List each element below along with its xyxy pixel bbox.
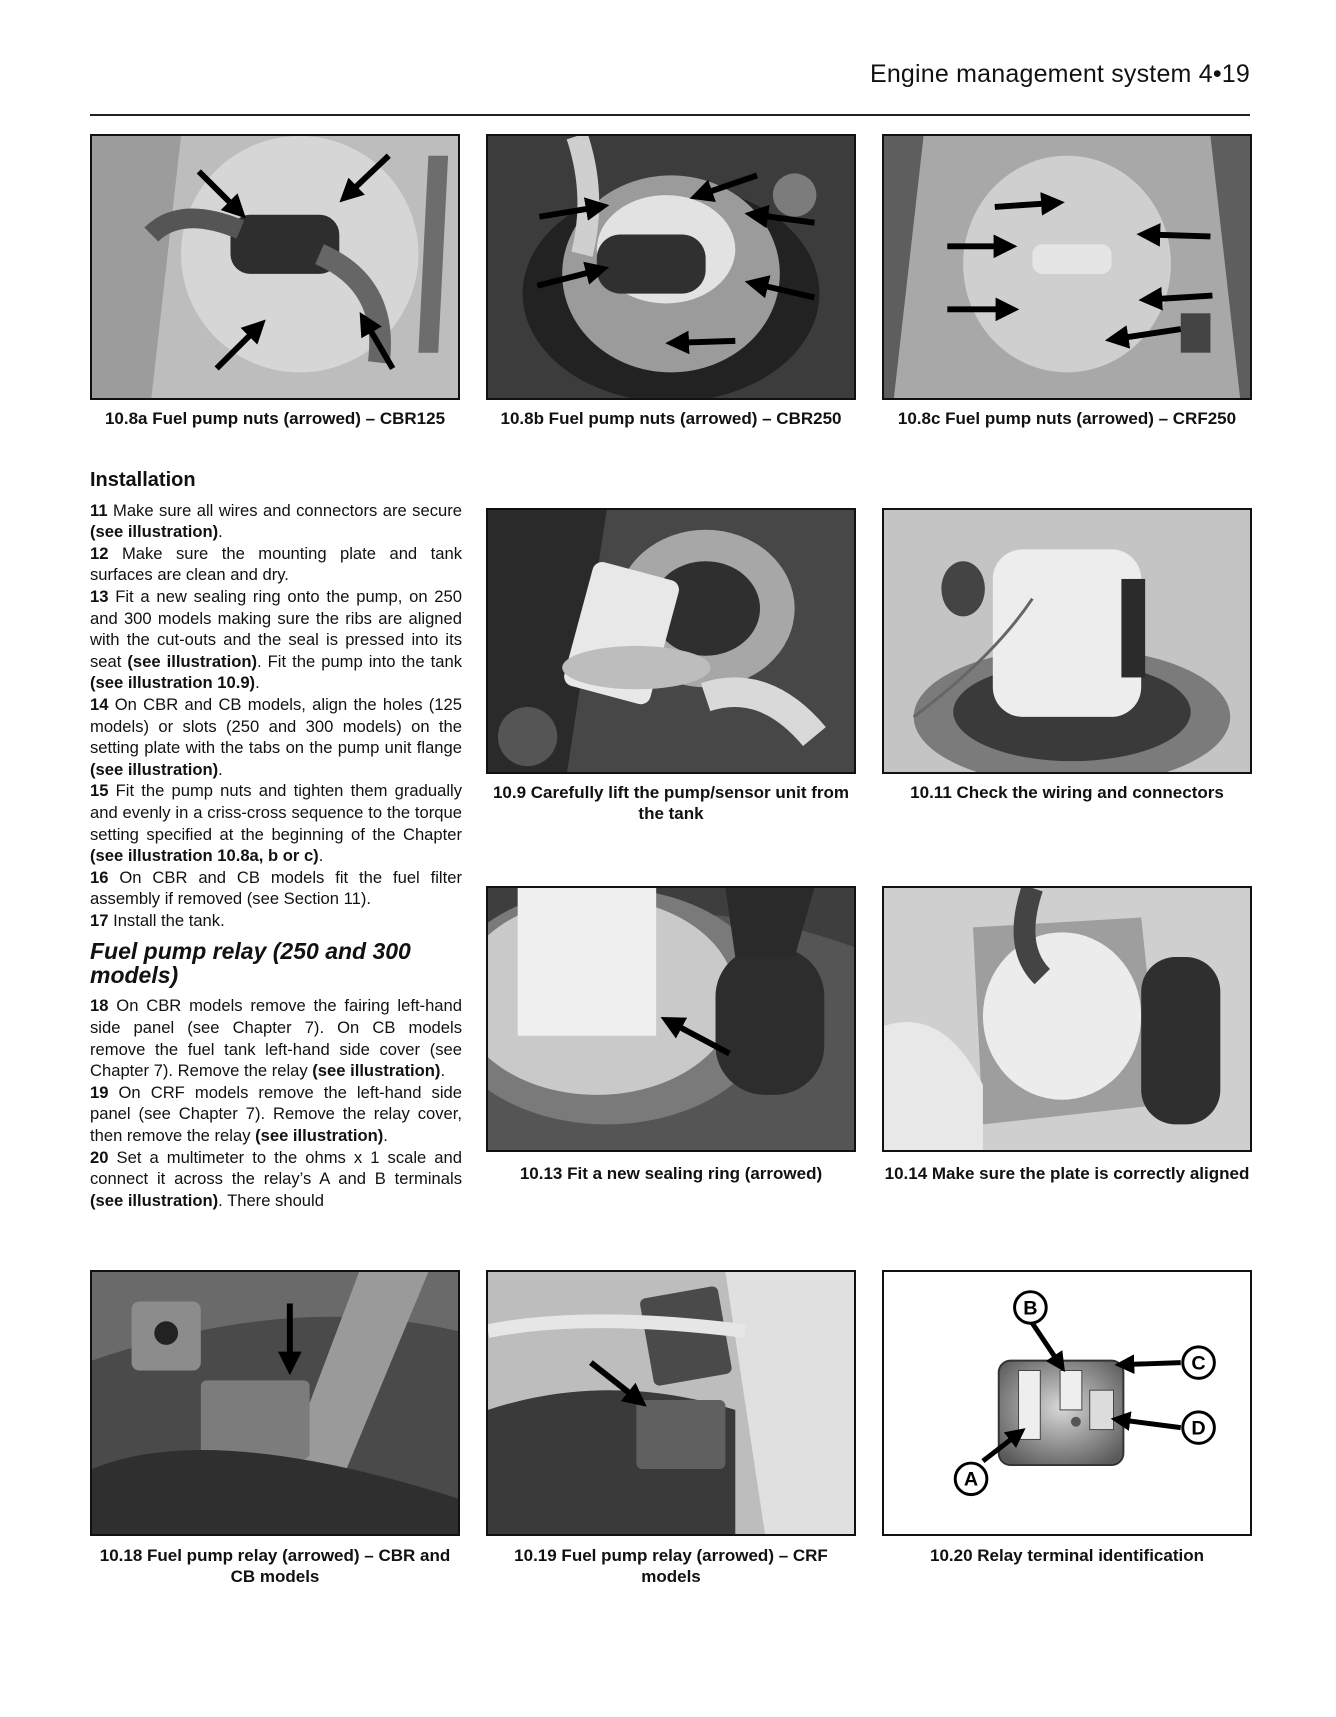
- label-d: D: [1191, 1417, 1206, 1440]
- caption-10-11: 10.11 Check the wiring and connectors: [910, 783, 1224, 802]
- caption-10-13: 10.13 Fit a new sealing ring (arrowed): [519, 1164, 823, 1183]
- step-20: 20 Set a multimeter to the ohms x 1 scale and connect it across the relay’s A and B terminals (see illustration). There should: [90, 1147, 462, 1210]
- running-header: [90, 58, 1250, 116]
- caption-10-18: 10.18 Fuel pump relay (arrowed) – CBR and CB models: [99, 1546, 451, 1586]
- caption-10-9: 10.9 Carefully lift the pump/sensor unit from the tank: [492, 783, 850, 823]
- label-a: A: [963, 1468, 979, 1491]
- photo-10-8c: [882, 134, 1252, 400]
- photo-10-14: [882, 886, 1252, 1152]
- caption-10-8b: 10.8b Fuel pump nuts (arrowed) – CBR250: [500, 409, 842, 428]
- caption-10-8c: 10.8c Fuel pump nuts (arrowed) – CRF250: [897, 409, 1237, 428]
- page-title: Engine management system 4•19: [869, 60, 1250, 88]
- step-19: 19 On CRF models remove the left-hand side panel (see Chapter 7). Remove the relay cover, then remove the relay (see illustration).: [90, 1082, 462, 1146]
- photo-10-18: [90, 1270, 460, 1536]
- installation-heading: Installation: [90, 469, 196, 491]
- caption-10-8a: 10.8a Fuel pump nuts (arrowed) – CBR125: [104, 409, 446, 428]
- step-11: 11 Make sure all wires and connectors are secure (see illustration).: [90, 500, 462, 542]
- photo-10-8a: [90, 134, 460, 400]
- step-13: 13 Fit a new sealing ring onto the pump, on 250 and 300 models making sure the ribs are aligned with the cut-outs and the seal is pressed into its seat (see illustration). Fit the pump into the tank (see illustration 10.9).: [90, 586, 462, 693]
- caption-10-14: 10.14 Make sure the plate is correctly aligned: [884, 1164, 1250, 1183]
- photo-10-13: [486, 886, 856, 1152]
- step-16: 16 On CBR and CB models fit the fuel filter assembly if removed (see Section 11).: [90, 867, 462, 909]
- photo-10-8b: [486, 134, 856, 400]
- step-12: 12 Make sure the mounting plate and tank surfaces are clean and dry.: [90, 543, 462, 585]
- caption-10-20: 10.20 Relay terminal identification: [930, 1546, 1204, 1565]
- photo-10-19: [486, 1270, 856, 1536]
- instruction-text: [90, 470, 462, 1211]
- label-c: C: [1191, 1352, 1206, 1375]
- step-14: 14 On CBR and CB models, align the holes (125 models) or slots (250 and 300 models) on the setting plate with the tabs on the pump unit flange (see illustration).: [90, 694, 462, 779]
- relay-heading: Fuel pump relay (250 and 300 models): [90, 938, 411, 989]
- photo-10-9: [486, 508, 856, 774]
- photo-10-11: [882, 508, 1252, 774]
- diagram-10-20: [882, 1270, 1252, 1536]
- step-18: 18 On CBR models remove the fairing left-hand side panel (see Chapter 7). On CB models remove the fuel tank left-hand side cover (see Chapter 7). Remove the relay (see illustration).: [90, 996, 462, 1081]
- step-15: 15 Fit the pump nuts and tighten them gradually and evenly in a criss-cross sequence to the torque setting specified at the beginning of the Chapter (see illustration 10.8a, b or c).: [90, 781, 462, 866]
- label-b: B: [1023, 1297, 1038, 1320]
- step-17: 17 Install the tank.: [90, 910, 225, 930]
- caption-10-19: 10.19 Fuel pump relay (arrowed) – CRF models: [514, 1546, 828, 1586]
